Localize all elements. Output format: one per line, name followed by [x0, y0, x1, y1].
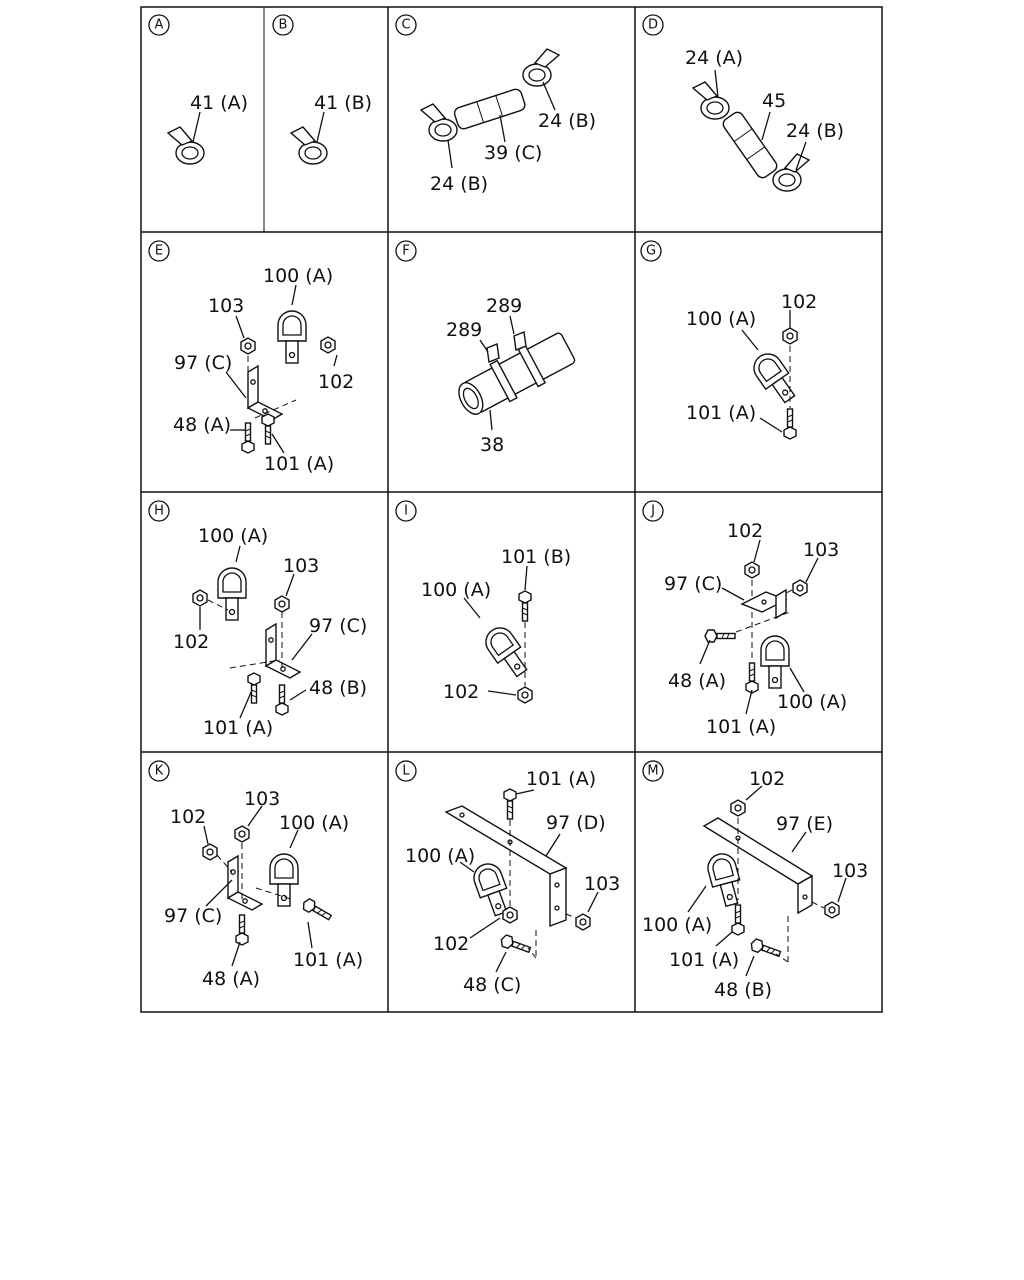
hose-clamp-24b-left	[421, 104, 457, 141]
panel-l	[396, 761, 620, 996]
nut-103	[825, 902, 839, 918]
part-label: 24 (B)	[430, 173, 489, 195]
part-label: 102	[443, 681, 480, 703]
nut-102	[503, 907, 517, 923]
part-label: 100 (A)	[777, 691, 848, 713]
clip-100a	[218, 568, 246, 620]
part-label: 24 (B)	[786, 120, 845, 142]
hose-clamp-41b	[291, 127, 327, 164]
panel-m	[642, 761, 868, 1001]
part-label: 103	[283, 555, 320, 577]
bolt-101a	[746, 663, 758, 693]
panel-letter: I	[404, 503, 408, 519]
part-label: 289	[446, 319, 483, 341]
nut-103	[576, 914, 590, 930]
nut-102	[783, 328, 797, 344]
clip-100a	[749, 349, 802, 408]
part-label: 100 (A)	[263, 265, 334, 287]
nut-102	[321, 337, 335, 353]
nut-102	[203, 844, 217, 860]
part-label: 48 (B)	[309, 677, 368, 699]
panel-letter: M	[647, 763, 659, 779]
nut-102	[193, 590, 207, 606]
part-label: 101 (A)	[686, 402, 757, 424]
part-label: 101 (A)	[293, 949, 364, 971]
part-label: 41 (A)	[190, 92, 249, 114]
part-label: 102	[170, 806, 207, 828]
bolt-101a	[301, 897, 333, 922]
part-label: 38	[480, 434, 505, 456]
panel-letter: L	[402, 763, 410, 779]
panel-e	[149, 241, 354, 475]
part-label: 48 (A)	[173, 414, 232, 436]
panel-letter: A	[154, 17, 164, 33]
panel-d	[643, 15, 844, 191]
part-label: 100 (A)	[686, 308, 757, 330]
bracket-97c	[248, 366, 282, 420]
clip-100a	[761, 636, 789, 688]
bolt-101a	[262, 414, 274, 444]
part-label: 102	[781, 291, 818, 313]
bolt-101a	[248, 673, 260, 703]
part-label: 97 (C)	[309, 615, 368, 637]
part-label: 102	[727, 520, 764, 542]
clip-100a	[705, 851, 746, 908]
panel-letter: C	[401, 17, 411, 33]
panel-h	[149, 501, 367, 739]
panel-letter: G	[645, 243, 657, 259]
bracket-97c	[266, 624, 300, 678]
bracket-97c	[742, 590, 786, 618]
part-label: 41 (B)	[314, 92, 373, 114]
part-label: 97 (C)	[174, 352, 233, 374]
panel-letter: K	[154, 763, 164, 779]
part-label: 24 (B)	[538, 110, 597, 132]
bolt-48a	[236, 915, 248, 945]
part-label: 39 (C)	[484, 142, 543, 164]
hose-clamp-41a	[168, 127, 204, 164]
panel-a	[149, 15, 248, 164]
bolt-101a	[732, 905, 744, 935]
nut-103	[793, 580, 807, 596]
nut-102	[731, 800, 745, 816]
bracket-97c	[228, 856, 262, 910]
panel-j	[643, 501, 847, 738]
clamp-289-left	[487, 344, 499, 362]
part-label: 100 (A)	[642, 914, 713, 936]
part-label: 45	[762, 90, 787, 112]
part-label: 48 (C)	[463, 974, 522, 996]
part-label: 48 (B)	[714, 979, 773, 1001]
part-label: 101 (A)	[264, 453, 335, 475]
nut-103	[235, 826, 249, 842]
bolt-101a	[504, 789, 516, 819]
bolt-101a	[784, 409, 796, 439]
nut-103	[241, 338, 255, 354]
part-label: 97 (C)	[664, 573, 723, 595]
panel-k	[149, 761, 363, 990]
panel-letter: D	[647, 17, 659, 33]
part-label: 102	[749, 768, 786, 790]
part-label: 101 (A)	[669, 949, 740, 971]
pipe-45	[721, 110, 779, 180]
clip-100a	[270, 854, 298, 906]
panel-i	[396, 501, 571, 703]
panel-letter: H	[154, 503, 164, 519]
part-label: 48 (A)	[668, 670, 727, 692]
part-label: 24 (A)	[685, 47, 744, 69]
clamp-289-right	[514, 332, 526, 350]
hose-clamp-24a	[693, 82, 729, 119]
part-label: 103	[832, 860, 869, 882]
clip-100a	[278, 311, 306, 363]
part-label: 102	[433, 933, 470, 955]
hose-clamp-24b-right	[523, 49, 559, 86]
pipe-39c	[453, 88, 526, 131]
part-label: 289	[486, 295, 523, 317]
part-label: 102	[173, 631, 210, 653]
part-label: 97 (C)	[164, 905, 223, 927]
part-label: 100 (A)	[421, 579, 492, 601]
panel-letter: F	[402, 243, 410, 259]
panel-letter: B	[278, 17, 288, 33]
part-label: 101 (A)	[526, 768, 597, 790]
bolt-48b	[276, 685, 288, 715]
panel-letter: J	[651, 503, 655, 519]
panel-f	[396, 241, 578, 456]
hose-clamp-24b	[773, 154, 809, 191]
panel-letter: E	[154, 243, 164, 259]
part-label: 101 (A)	[706, 716, 777, 738]
part-label: 103	[208, 295, 245, 317]
part-label: 102	[318, 371, 355, 393]
nut-102	[518, 687, 532, 703]
part-label: 103	[584, 873, 621, 895]
part-label: 100 (A)	[279, 812, 350, 834]
panel-b	[273, 15, 372, 164]
part-label: 100 (A)	[405, 845, 476, 867]
part-label: 103	[803, 539, 840, 561]
nut-103	[275, 596, 289, 612]
bolt-48c	[499, 934, 531, 956]
part-label: 48 (A)	[202, 968, 261, 990]
panel-c	[396, 15, 596, 195]
part-label: 97 (E)	[776, 813, 834, 835]
bolt-48a	[242, 423, 254, 453]
part-label: 103	[244, 788, 281, 810]
bolt-101b	[519, 591, 531, 621]
panel-g	[641, 241, 817, 439]
part-label: 101 (B)	[501, 546, 572, 568]
part-label: 101 (A)	[203, 717, 274, 739]
nut-102	[745, 562, 759, 578]
part-label: 97 (D)	[546, 812, 606, 834]
part-label: 100 (A)	[198, 525, 269, 547]
